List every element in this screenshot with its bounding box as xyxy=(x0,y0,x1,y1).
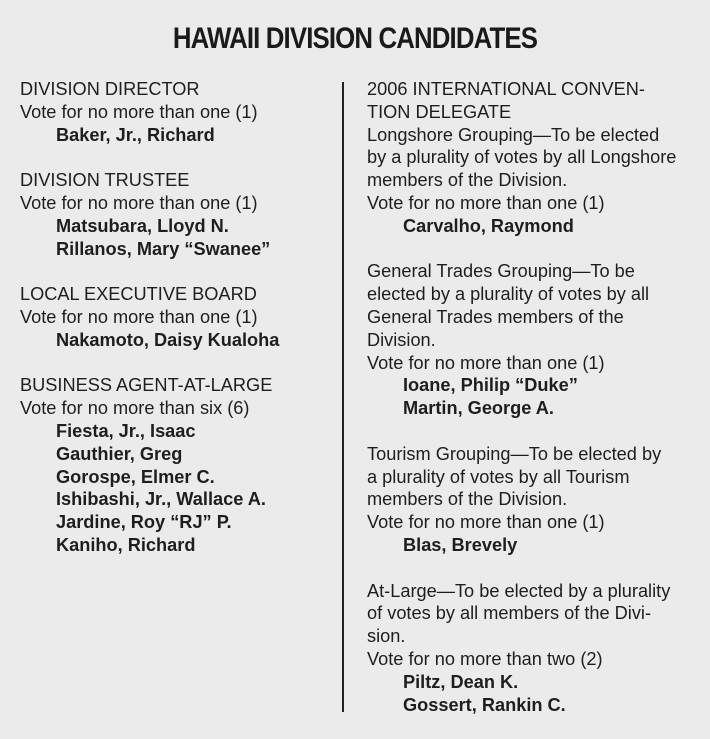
candidate-name: Kaniho, Richard xyxy=(56,534,196,555)
vote-instruction: Vote for no more than one (1) xyxy=(367,352,605,373)
candidate-name: Martin, George A. xyxy=(403,398,554,419)
grouping-description: members of the Division. xyxy=(367,489,568,510)
section-general-trades-grouping xyxy=(367,260,703,420)
section-convention-delegate-longshore xyxy=(367,78,703,238)
candidate-name: Matsubara, Lloyd N. xyxy=(56,215,229,236)
section-heading: TION DELEGATE xyxy=(367,101,512,122)
left-column xyxy=(20,78,330,580)
section-business-agent-at-large xyxy=(20,374,330,556)
candidate-name: Blas, Brevely xyxy=(403,534,518,555)
section-heading: DIVISION TRUSTEE xyxy=(20,170,190,191)
candidate-name: Rillanos, Mary “Swanee” xyxy=(56,238,271,259)
candidate-name: Gossert, Rankin C. xyxy=(403,694,566,715)
candidate-name: Ishibashi, Jr., Wallace A. xyxy=(56,489,266,510)
candidate-name: Nakamoto, Daisy Kualoha xyxy=(56,329,280,350)
right-column xyxy=(367,78,703,739)
section-heading: 2006 INTERNATIONAL CONVEN- xyxy=(367,79,645,99)
grouping-description: a plurality of votes by all Tourism xyxy=(367,466,630,487)
candidate-name: Ioane, Philip “Duke” xyxy=(403,375,578,396)
grouping-description: by a plurality of votes by all Longshore xyxy=(367,147,677,168)
candidate-name: Baker, Jr., Richard xyxy=(56,124,215,145)
candidate-name: Fiesta, Jr., Isaac xyxy=(56,420,196,441)
section-heading: LOCAL EXECUTIVE BOARD xyxy=(20,284,257,305)
grouping-description: Division. xyxy=(367,329,436,350)
section-at-large xyxy=(367,580,703,717)
vote-instruction: Vote for no more than one (1) xyxy=(20,192,258,213)
grouping-description: elected by a plurality of votes by all xyxy=(367,284,650,305)
section-division-trustee xyxy=(20,169,330,260)
section-tourism-grouping xyxy=(367,443,703,557)
candidate-name: Gauthier, Greg xyxy=(56,443,183,464)
section-local-executive-board xyxy=(20,283,330,351)
grouping-description: sion. xyxy=(367,626,406,647)
section-heading: BUSINESS AGENT-AT-LARGE xyxy=(20,375,273,396)
grouping-description: General Trades Grouping—To be xyxy=(367,261,635,282)
grouping-description: At-Large—To be elected by a plurality xyxy=(367,580,671,601)
grouping-description: General Trades members of the xyxy=(367,306,624,327)
section-division-director xyxy=(20,78,330,146)
vote-instruction: Vote for no more than one (1) xyxy=(20,101,258,122)
grouping-description: of votes by all members of the Divi- xyxy=(367,603,652,624)
grouping-description: Tourism Grouping—To be elected by xyxy=(367,443,662,464)
column-divider xyxy=(342,82,344,712)
candidate-name: Piltz, Dean K. xyxy=(403,671,519,692)
page-title: HAWAII DIVISION CANDIDATES xyxy=(172,22,538,55)
grouping-description: Longshore Grouping—To be elected xyxy=(367,124,660,145)
candidate-name: Gorospe, Elmer C. xyxy=(56,466,215,487)
vote-instruction: Vote for no more than one (1) xyxy=(367,512,605,533)
grouping-description: members of the Division. xyxy=(367,170,568,191)
candidate-name: Jardine, Roy “RJ” P. xyxy=(56,512,232,533)
vote-instruction: Vote for no more than one (1) xyxy=(367,192,605,213)
vote-instruction: Vote for no more than one (1) xyxy=(20,306,258,327)
vote-instruction: Vote for no more than six (6) xyxy=(20,398,250,419)
section-heading: DIVISION DIRECTOR xyxy=(20,79,200,99)
candidate-name: Carvalho, Raymond xyxy=(403,215,574,236)
vote-instruction: Vote for no more than two (2) xyxy=(367,648,603,669)
